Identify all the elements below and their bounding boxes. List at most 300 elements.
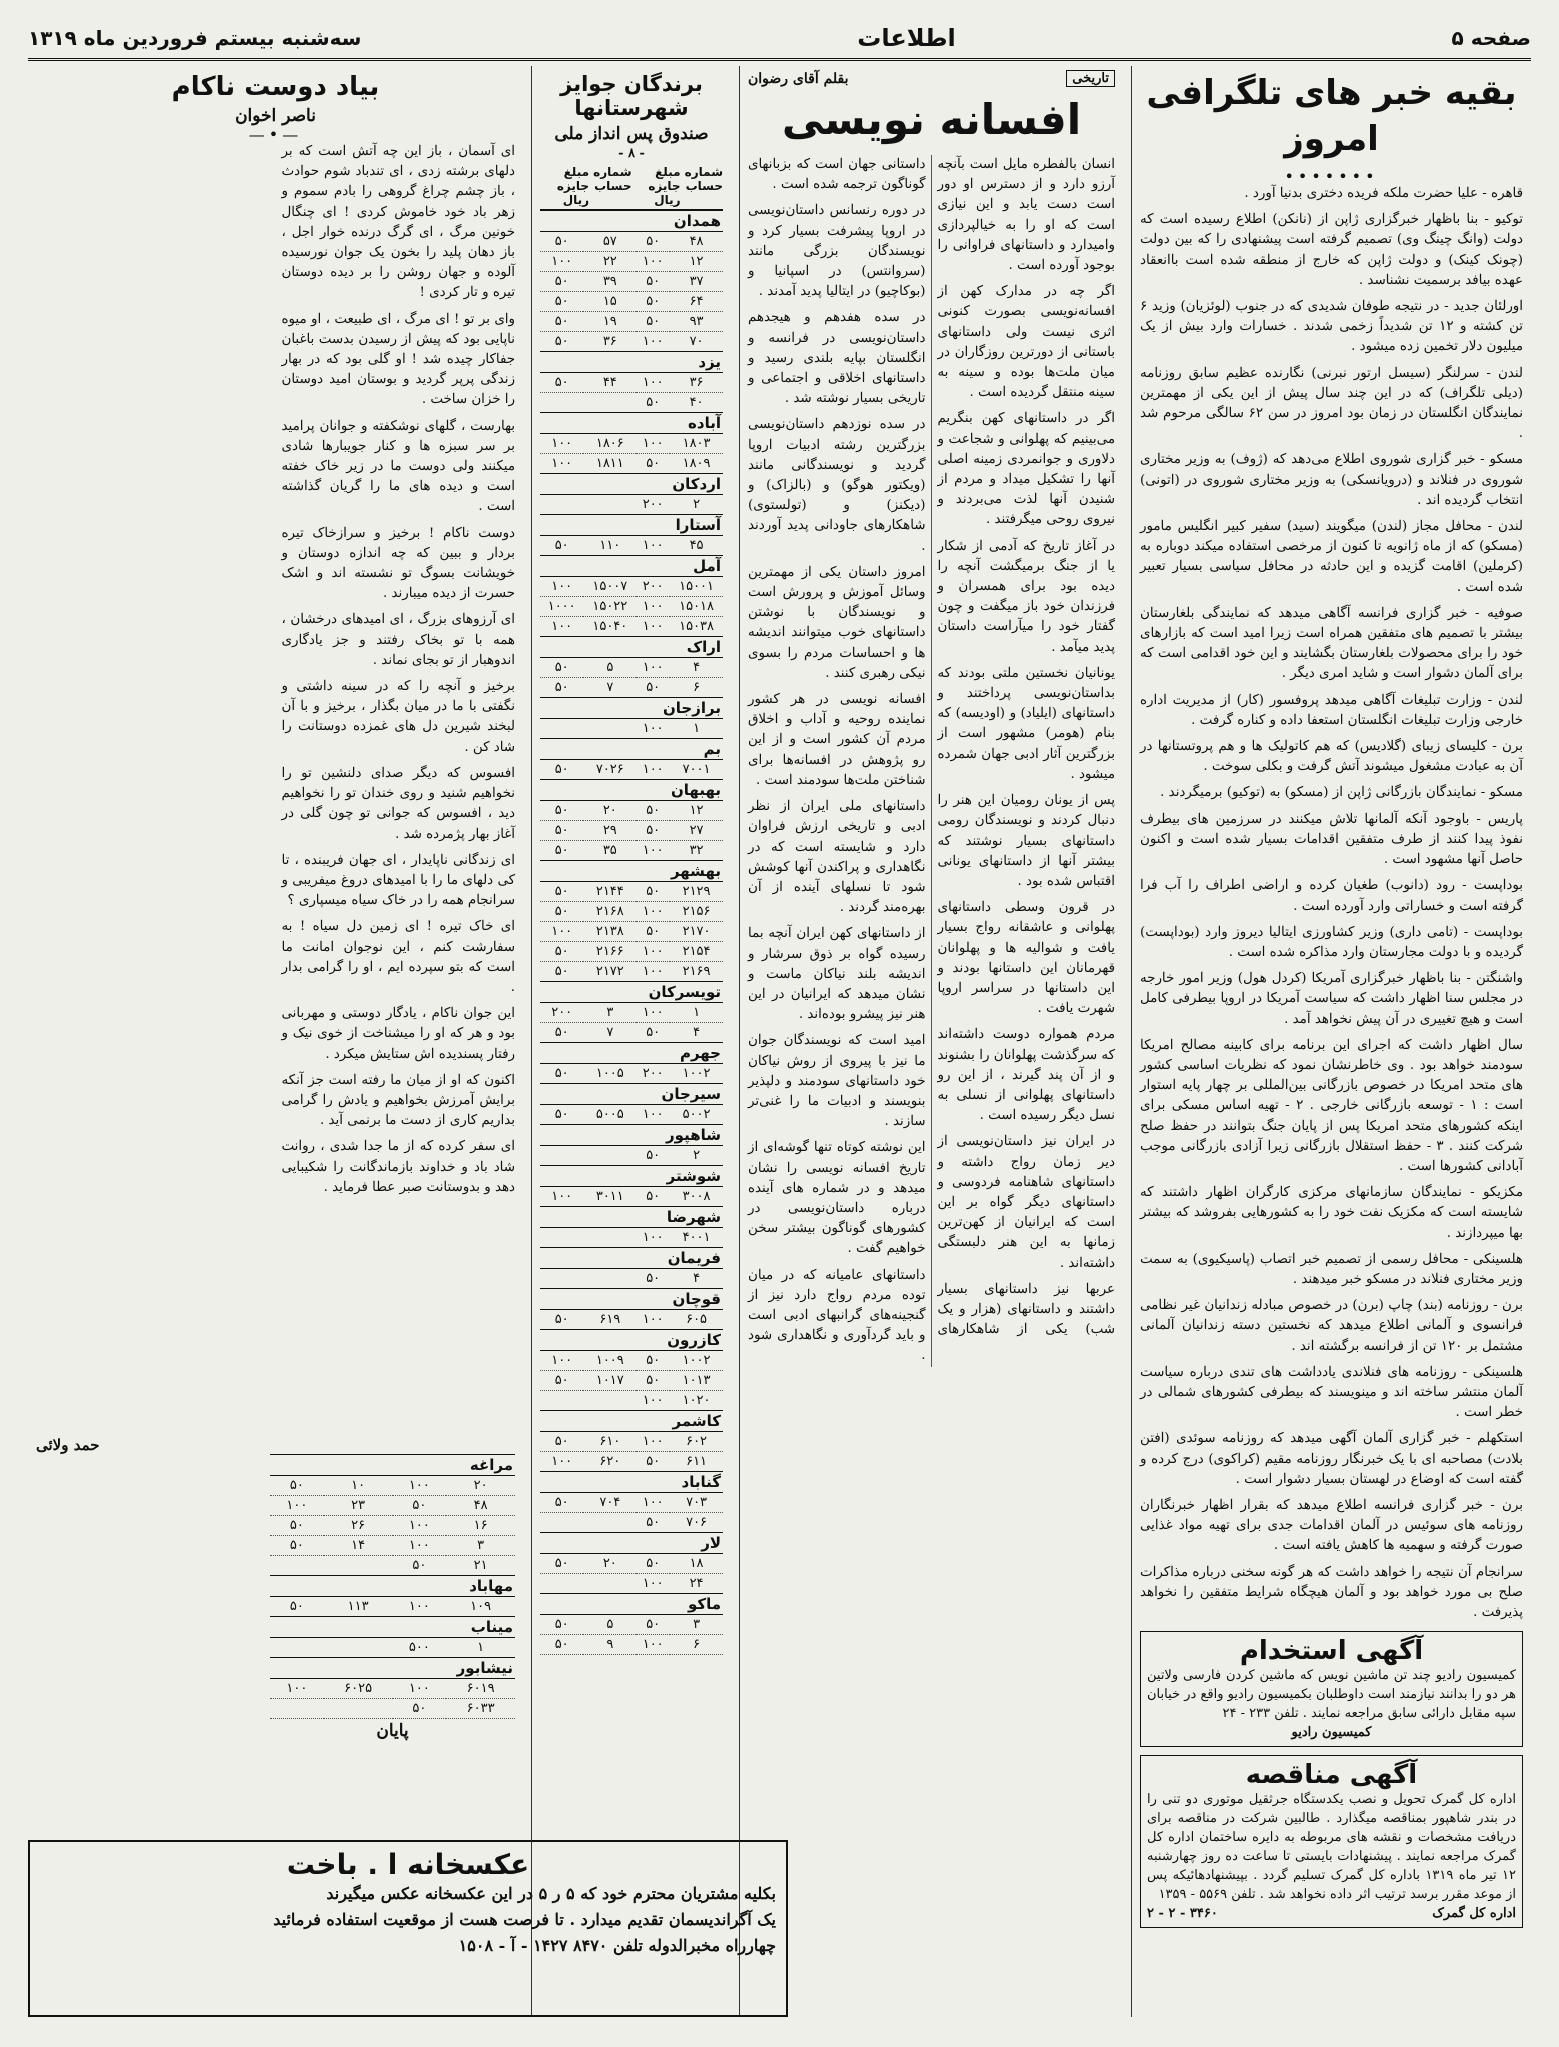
table-cell: ۲۴ (670, 1574, 723, 1594)
telegraph-title: بقیه خبر های تلگرافی امروز (1146, 73, 1517, 159)
table-cell: ۱۰۰ (636, 252, 670, 272)
table-cell: ۵۰ (636, 292, 670, 312)
table-row (540, 821, 723, 841)
photo-ad-line-3: چهارراه مخبرالدوله تلفن ۸۴۷۰ ۱۴۲۷ - آ - ۱۵۰۸ (458, 1936, 776, 1955)
city-name: قوچان (540, 1289, 723, 1310)
table-cell: ۱۹ (583, 312, 636, 332)
table-cell: ۵۰ (636, 1452, 670, 1472)
table-row (540, 760, 723, 780)
table-row (540, 597, 723, 617)
table-cell (540, 1228, 583, 1248)
table-cell: ۵۰ (540, 292, 583, 312)
paragraph: پس از یونان رومیان این هنر را دنبال کردند و نویسندگان رومی داستانهای بسیار نوشتند که بیشتر آنها از داستانهای یونانی اقتباس شده بود . (937, 793, 1115, 889)
table-cell: ۵۰ (636, 1371, 670, 1391)
novel-tag: تاریخی (1066, 70, 1115, 87)
table-row (540, 312, 723, 332)
table-row (540, 577, 723, 597)
lottery-title: برندگان جوایز شهرستانها (560, 72, 703, 120)
table-cell: ۴ (670, 1023, 723, 1043)
paragraph: در دوره رنسانس داستان‌نویسی در اروپا پیشرفت بسیار کرد و نویسندگان بزرگی مانند (سروانتس) در اسپانیا و (بوکاچیو) در ایتالیا پدید آمدند . (748, 203, 926, 300)
table-cell: ۷۰۶ (670, 1513, 723, 1533)
telegraph-column (1131, 66, 1531, 2017)
table-cell: ۷ (583, 1023, 636, 1043)
table-cell: ۵۰ (540, 1105, 583, 1125)
paragraph: برخیز و آنچه را که در سینه داشتی و نگفتی با ما در میان بگذار ، برخیز و با آن لبخند شیرین دل های غمزده دوستانت را شاد کن . (281, 679, 515, 755)
city-name: بهشهر (540, 861, 723, 882)
table-cell (324, 1638, 393, 1658)
table-cell: ۱۰۰ (636, 902, 670, 922)
paragraph: در سده نوزدهم داستان‌نویسی بزرگترین رشته ادبیات اروپا گردید و نویسندگانی مانند (ویکتور هوگو) و (بالزاک) و (دیکنز) و (تولستوی) شاهکارهای جاودانی پدید آوردند . (748, 417, 926, 554)
table-cell: ۱۰۱۳ (670, 1371, 723, 1391)
table-cell (324, 1556, 393, 1576)
employment-ad (1140, 1631, 1523, 1747)
table-row (540, 801, 723, 821)
table-cell: ۷۰۴ (583, 1493, 636, 1513)
lottery-table-continued (270, 1454, 515, 1719)
paragraph: هلسینکی - روزنامه های فنلاندی یادداشت های تندی درباره سیاست آلمان منتشر ساخته اند و مینویسند که بیطرفی کشورهای شمالی در خطر است . (1140, 1364, 1523, 1421)
table-cell: ۴۵ (670, 536, 723, 556)
table-cell: ۵۰ (636, 272, 670, 292)
paragraph: مسکو - خبر گزاری شوروی اطلاع می‌دهد که (ژوف) به وزیر مختاری شوروی در فنلاند و (درویانسکی) به وزیر مختاری شوروی در (اتونی) انتخاب گردیده اند . (1140, 452, 1523, 508)
table-row (540, 1105, 723, 1125)
paragraph: ای خاک تیره ! ای زمین دل سیاه ! به سفارشت کنم ، این نوجوان امانت ما است که بتو سپرده ایم ، او را گرامی بدار . (281, 919, 515, 995)
table-cell: ۵۰ (636, 882, 670, 902)
table-cell: ۵۰ (540, 1432, 583, 1452)
table-cell: ۱۰۰ (540, 434, 583, 454)
table-cell: ۱ (670, 719, 723, 739)
table-cell: ۳۶ (670, 373, 723, 393)
paragraph: صوفیه - خبر گزاری فرانسه آگاهی میدهد که نمایندگی بلغارستان بیشتر با تصمیم های متفقین همراه است زیرا امید است که بازارهای خود را برای محصولات بلغارستان بگشایند و این خود اقدامی است که برای آلمان دشوار است و شاید امری دیگر . (1140, 605, 1523, 682)
city-name: فریمان (540, 1248, 723, 1269)
paragraph: از داستانهای کهن ایران آنچه بما رسیده گواه بر ذوق سرشار و اندیشه بلند نیاکان ماست و نشان میدهد که ایرانیان در این هنر نیز پیشرو بوده‌اند . (748, 926, 926, 1023)
table-cell: ۱۵ (583, 292, 636, 312)
tender-ad (1140, 1755, 1523, 1928)
table-row (270, 1597, 515, 1617)
photo-ad-title: عکسخانه ا . باخت (286, 1848, 530, 1881)
paragraph: برن - کلیسای زیبای (گلادیس) که هم کاتولیک ها و هم پروتستانها در آن به عبادت مشغول میشوند آتش گرفت و بکلی سوخت . (1140, 739, 1523, 775)
table-row (540, 373, 723, 393)
poem-author: ناصر اخوان (235, 106, 316, 126)
table-cell: ۲۹ (583, 821, 636, 841)
table-cell: ۱۰۰ (540, 1351, 583, 1371)
table-row (540, 1351, 723, 1371)
table-row (540, 536, 723, 556)
table-cell: ۱۴ (324, 1536, 393, 1556)
table-row (540, 252, 723, 272)
lottery-column-headers (540, 163, 723, 210)
table-cell: ۱۰۰ (636, 942, 670, 962)
table-cell: ۵۰ (393, 1496, 447, 1516)
city-name: گناباد (540, 1472, 723, 1493)
table-cell: ۳ (446, 1536, 515, 1556)
paragraph: ای آرزوهای بزرگ ، ای امیدهای درخشان ، همه با تو بخاک رفتند و جز یادگاری اندوهبار از تو بجای نماند . (281, 612, 515, 668)
table-row (540, 232, 723, 252)
table-cell: ۵۰ (636, 232, 670, 252)
table-cell: ۵۰ (540, 1635, 583, 1655)
table-cell: ۵۰ (636, 678, 670, 698)
table-row (540, 1554, 723, 1574)
table-cell: ۱۰۰ (636, 1228, 670, 1248)
city-name: یزد (540, 352, 723, 373)
poem-ornament: —•— (248, 125, 303, 144)
paragraph: در ایران نیز داستان‌نویسی از دیر زمان رواج داشته و داستانهای شاهنامه فردوسی و داستانهای دیگر گواه بر این است که ایرانیان از کهن‌ترین زمانها به این هنر دلبستگی داشته‌اند . (937, 1134, 1115, 1271)
table-row (540, 1391, 723, 1411)
table-cell: ۵۰ (636, 312, 670, 332)
paragraph: مردم همواره دوست داشته‌اند که سرگذشت پهلوانان را بشنوند و از آن پند گیرند ، از این رو داستانهای پهلوانی از نسلی به نسل دیگر رسیده است . (937, 1027, 1115, 1124)
table-cell: ۱۱۰ (583, 536, 636, 556)
paragraph: پاریس - باوجود آنکه آلمانها تلاش میکنند در سرزمین های بیطرف نفوذ پیدا کنند از طرف متفقین اقدامات بسیار شده است و اکنون حاصل آنها مشهود است . (1140, 811, 1523, 868)
table-cell: ۱۵۰۴۰ (583, 617, 636, 637)
table-cell: ۵۰ (636, 1269, 670, 1289)
table-cell: ۱ (670, 1003, 723, 1023)
table-cell: ۵۰ (636, 1187, 670, 1207)
table-cell: ۱۲ (670, 252, 723, 272)
table-row (540, 272, 723, 292)
table-cell: ۲ (670, 1146, 723, 1166)
table-cell (540, 1513, 583, 1533)
table-row (540, 393, 723, 413)
table-cell: ۳۰۰۸ (670, 1187, 723, 1207)
table-row (540, 1269, 723, 1289)
table-cell: ۱۸۰۳ (670, 434, 723, 454)
table-cell: ۱۱۳ (324, 1597, 393, 1617)
paragraph: عربها نیز داستانهای بسیار داشتند و داستانهای (هزار و یک شب) یکی از شاهکارهای داستانی جهان است که بزبانهای گوناگون ترجمه شده است . (748, 157, 1115, 1338)
table-cell: ۵۰ (540, 272, 583, 292)
table-cell: ۵۰ (540, 962, 583, 982)
table-cell: ۴۸ (670, 232, 723, 252)
table-row (270, 1496, 515, 1516)
table-cell: ۱۰۰ (636, 1635, 670, 1655)
paragraph: یونانیان نخستین ملتی بودند که بداستان‌نویسی پرداختند و داستانهای (ایلیاد) و (اودیسه) که بنام (هومر) مشهور است از بزرگترین آثار ادبی جهان شمرده میشود . (937, 665, 1115, 782)
table-cell: ۲۱۴۴ (583, 882, 636, 902)
table-cell: ۷۰۰۱ (670, 760, 723, 780)
col-head-2: مبلغ جایزه‌ ریال (648, 165, 681, 207)
table-cell: ۶۰۵ (670, 1310, 723, 1330)
table-cell: ۴۰ (670, 393, 723, 413)
table-row (540, 882, 723, 902)
photo-ad-line-2: یک آگراندیسمان تقدیم میدارد . تا فرصت هست از موقعیت استفاده فرمائید (273, 1910, 776, 1929)
table-cell: ۲۰۰ (636, 577, 670, 597)
table-cell: ۱۸ (670, 1554, 723, 1574)
table-row (540, 1064, 723, 1084)
table-cell: ۶۲۰ (583, 1452, 636, 1472)
table-cell: ۱۰۰۵ (583, 1064, 636, 1084)
table-cell: ۱۰۰ (636, 1574, 670, 1594)
poem-column (28, 66, 523, 2017)
table-row (540, 962, 723, 982)
table-cell: ۱۲ (670, 801, 723, 821)
city-name: شهرضا (540, 1207, 723, 1228)
table-cell: ۱۰۰ (540, 577, 583, 597)
table-cell: ۱۰۱۷ (583, 1371, 636, 1391)
paragraph: لندن - محافل مجاز (لندن) میگویند (سید) سفیر کبیر انگلیس مامور (مسکو) که از ماه ژانویه تا کنون از مرخصی استفاده میکند دوباره به (کرملین) اقامت گزیده و این حادثه در محافل سیاسی بسیار تعبیر شده است . (1140, 519, 1523, 595)
table-cell: ۲۰ (583, 1554, 636, 1574)
table-cell (583, 1391, 636, 1411)
novel-column (739, 66, 1123, 2017)
table-cell: ۵۰ (540, 841, 583, 861)
table-cell (324, 1699, 393, 1719)
paragraph: بوداپست - رود (دانوب) طغیان کرده و اراضی اطراف را آب فرا گرفته است و خساراتی وارد آورده است . (1140, 878, 1523, 914)
table-cell: ۵۰ (540, 373, 583, 393)
employment-ad-body: کمیسیون رادیو چند تن ماشین نویس که ماشین کردن فارسی ولاتین هر دو را بدانند نیازمند است داوطلبان بکمیسیون رادیو واقع در خیابان سپه مقابل دارائی سابق مراجعه نمایند . تلفن ۲۳۳ - ۲۴ (1147, 1668, 1516, 1722)
table-row (540, 434, 723, 454)
city-name: اردکان (540, 474, 723, 495)
table-cell: ۵۰ (540, 658, 583, 678)
table-cell: ۱۰۰۰ (540, 597, 583, 617)
table-cell: ۲۰۰ (540, 1003, 583, 1023)
table-cell (583, 1513, 636, 1533)
table-row (540, 1452, 723, 1472)
lottery-end: پایان (376, 1721, 409, 1741)
city-name: آمل (540, 556, 723, 577)
table-cell: ۱۰۰ (270, 1679, 324, 1699)
table-cell: ۲۰ (446, 1476, 515, 1496)
table-cell: ۵۰ (540, 232, 583, 252)
table-row (540, 902, 723, 922)
city-name: برازجان (540, 698, 723, 719)
city-name: کازرون (540, 1330, 723, 1351)
table-row (540, 1371, 723, 1391)
city-name: جهرم (540, 1043, 723, 1064)
table-cell: ۱۰۰ (636, 1493, 670, 1513)
table-cell: ۲۰۰ (636, 495, 670, 515)
city-name: کاشمر (540, 1411, 723, 1432)
table-cell: ۱۸۰۶ (583, 434, 636, 454)
paragraph: افسانه نویسی در هر کشور نماینده روحیه و آداب و اخلاق مردم آن کشور است و از این رو پژوهش در افسانه‌ها برای شناختن ملت‌ها سودمند است . (748, 692, 926, 788)
table-cell: ۶۰۲ (670, 1432, 723, 1452)
table-cell: ۹ (583, 1635, 636, 1655)
table-cell: ۳۵ (583, 841, 636, 861)
paragraph: مسکو - نمایندگان بازرگانی ژاپن از (مسکو) به (توکیو) برمیگردند . (1160, 785, 1523, 801)
paragraph: در سده هفدهم و هیجدهم داستان‌نویسی در فرانسه و انگلستان بپایه بلندی رسید و داستانهای اخلاقی و اجتماعی و تاریخی بسیار نوشته شد . (748, 310, 926, 407)
page-header (28, 18, 1531, 61)
table-cell: ۵۰ (636, 1023, 670, 1043)
photo-studio-ad (28, 1840, 788, 2017)
table-row (540, 1023, 723, 1043)
table-cell: ۵۰ (393, 1699, 447, 1719)
table-cell: ۵۰ (636, 801, 670, 821)
city-name: مهاباد (270, 1576, 515, 1597)
table-row (540, 454, 723, 474)
table-row (540, 1615, 723, 1635)
table-cell: ۶۰۲۵ (324, 1679, 393, 1699)
table-cell: ۱۵۰۰۷ (583, 577, 636, 597)
table-cell: ۱۰۰ (540, 1452, 583, 1472)
table-cell: ۵۰ (540, 942, 583, 962)
paragraph: انسان بالفطره مایل است بآنچه آرزو دارد و از دسترس او دور است دست یابد و این نیازی است که او را به خیالپردازی وامیدارد و داستانهای فراوانی را بوجود آورده است . (937, 157, 1115, 274)
table-cell: ۱۰۰۲ (670, 1351, 723, 1371)
paragraph: داستانهای عامیانه که در میان توده مردم رواج دارد نیز از گنجینه‌های گرانبهای ادبی است و باید گردآوری و نگاهداری شود . (748, 1267, 926, 1364)
table-cell: ۵۰ (393, 1556, 447, 1576)
table-cell: ۴ (670, 658, 723, 678)
table-cell: ۵۰ (636, 1554, 670, 1574)
table-cell: ۵۰ (270, 1516, 324, 1536)
table-cell: ۲۱۲۹ (670, 882, 723, 902)
table-row (540, 1432, 723, 1452)
table-cell: ۲۱۵۴ (670, 942, 723, 962)
table-cell: ۵۰ (540, 332, 583, 352)
table-row (540, 292, 723, 312)
table-cell: ۱۰۰ (636, 1432, 670, 1452)
table-row (270, 1638, 515, 1658)
table-cell: ۵ (583, 658, 636, 678)
table-cell: ۱۰۰ (393, 1516, 447, 1536)
table-cell: ۵۰ (540, 1371, 583, 1391)
table-cell: ۶۰۱۹ (446, 1679, 515, 1699)
paragraph: این جوان ناکام ، یادگار دوستی و مهربانی بود و هر که او را میشناخت از خوی نیک و رفتار پسندیده اش ستایش میکرد . (281, 1006, 515, 1062)
table-cell: ۴ (670, 1269, 723, 1289)
paragraph: وای بر تو ! ای مرگ ، ای طبیعت ، او میوه ناپایی بود که پیش از رسیدن بدست باغبان جفاکار چیده شد ! او گلی بود که در بهار زندگی پرپر گردید و بوستان امید دوستان را خزان ساخت . (281, 311, 515, 408)
paragraph: بهارست ، گلهای نوشکفته و جوانان پرامید بر سر سبزه ها و کنار جویبارها شادی میکنند ولی دوست ما در زیر خاک خفته است و دیده های ما را گریان گذاشته است . (281, 418, 515, 515)
table-cell (583, 1574, 636, 1594)
table-cell: ۱۰۰۹ (583, 1351, 636, 1371)
lottery-number: - ۸ - (618, 146, 645, 161)
table-row (540, 678, 723, 698)
table-cell: ۶۱۰ (583, 1432, 636, 1452)
table-cell: ۱۵۰۲۲ (583, 597, 636, 617)
table-cell (540, 495, 583, 515)
city-name: مراغه (270, 1455, 515, 1476)
table-cell (270, 1556, 324, 1576)
table-cell: ۲۱۷۰ (670, 922, 723, 942)
table-cell: ۵۰ (540, 1615, 583, 1635)
table-cell: ۵۰۰۵ (583, 1105, 636, 1125)
table-cell: ۶ (670, 1635, 723, 1655)
table-row (270, 1699, 515, 1719)
table-cell: ۱۰۰ (636, 373, 670, 393)
table-row (540, 332, 723, 352)
paragraph: سرانجام آن نتیجه را خواهد داشت که هر گونه سخنی درباره مذاکرات صلح بی مورد خواهد بود و آلمان هیچگاه شرایط متفقین را نخواهد پذیرفت . (1140, 1564, 1523, 1620)
table-cell: ۱۰۲۰ (670, 1391, 723, 1411)
col-head-4: مبلغ جایزه ریال (556, 165, 590, 207)
paragraph: قاهره - علیا حضرت ملکه فریده دختری بدنیا آورد . (1244, 186, 1523, 201)
paper-name: اطلاعات (857, 24, 956, 52)
table-cell: ۲۱۵۶ (670, 902, 723, 922)
table-cell (583, 1269, 636, 1289)
table-cell: ۶۱۱ (670, 1452, 723, 1472)
table-cell: ۵۰ (540, 882, 583, 902)
table-cell (540, 1574, 583, 1594)
table-row (270, 1476, 515, 1496)
table-cell: ۳۷ (670, 272, 723, 292)
table-cell: ۱۰۰ (540, 1187, 583, 1207)
table-cell (583, 393, 636, 413)
paragraph: ای سفر کرده که از ما جدا شدی ، روانت شاد باد و خداوند بازماندگانت را شکیبایی دهد و بدوستانت صبر عطا فرماید . (281, 1139, 515, 1195)
table-cell: ۲۱۶۸ (583, 902, 636, 922)
city-name: تویسرکان (540, 982, 723, 1003)
novel-byline: بقلم آقای رضوان (748, 70, 849, 87)
table-cell: ۷ (583, 678, 636, 698)
table-row (270, 1679, 515, 1699)
city-name: شوشتر (540, 1166, 723, 1187)
table-cell: ۱ (446, 1638, 515, 1658)
table-cell (583, 495, 636, 515)
table-row (270, 1516, 515, 1536)
table-cell: ۱۵۰۰۱ (670, 577, 723, 597)
table-cell: ۱۰۰ (393, 1536, 447, 1556)
table-cell: ۲۱۶۶ (583, 942, 636, 962)
paragraph: اکنون که او از میان ما رفته است جز آنکه برایش آمرزش بخواهیم و یادش را گرامی بداریم کاری از دست ما برنمی آید . (281, 1072, 515, 1129)
table-cell: ۱۰۰ (636, 536, 670, 556)
table-cell: ۵ (583, 1615, 636, 1635)
table-row (270, 1536, 515, 1556)
table-cell: ۱۰۰ (636, 719, 670, 739)
tender-ad-code: ۳۴۶۰ - ۲ - ۲ (1147, 1906, 1218, 1922)
table-row (540, 1187, 723, 1207)
table-cell: ۹۳ (670, 312, 723, 332)
table-cell: ۵۰ (540, 536, 583, 556)
table-cell: ۶۰۳۳ (446, 1699, 515, 1719)
paragraph: ای زندگانی ناپایدار ، ای جهان فریبنده ، تا کی دلهای ما را با امیدهای دروغ میفریبی و سرانجام همه را در خاک سیاه میسپاری ؟ (281, 852, 515, 909)
table-cell: ۲۳ (324, 1496, 393, 1516)
page-number: صفحه ۵ (1451, 26, 1531, 50)
table-cell: ۵۰ (540, 678, 583, 698)
poem-title: بیاد دوست ناکام (171, 72, 380, 102)
table-cell: ۳۶ (583, 332, 636, 352)
table-cell: ۱۰۰ (636, 841, 670, 861)
table-cell: ۴۰۰۱ (670, 1228, 723, 1248)
telegraph-paragraphs (1140, 184, 1523, 1623)
city-name: نیشابور (270, 1658, 515, 1679)
table-row (270, 1556, 515, 1576)
table-cell: ۱۰۰ (636, 597, 670, 617)
col-head-3: شماره حساب (593, 165, 632, 193)
table-cell: ۵۰ (636, 393, 670, 413)
paragraph: استکهلم - خبر گزاری آلمان آگهی میدهد که روزنامه سوئدی (افتن بلادت) مصاحبه ای با یک خبرنگار روزنامه مقیم (کراکوی) درج کرده و گفته است که اوضاع در لهستان بسیار دشوار است . (1140, 1431, 1523, 1487)
table-row (540, 719, 723, 739)
city-name: ماکو (540, 1594, 723, 1615)
table-cell: ۱۰۰ (636, 658, 670, 678)
paragraph: توکیو - بنا باظهار خبرگزاری ژاپن از (نانکن) اطلاع رسیده است که دولت (وانگ چینگ وی) تصمیم گرفته است پیشنهادی را که بین دولت (چونک کینک) و دولت ژاپن که خارج از منطقه شده است باانعقاد عهده بیافد برسمیت نشناسد . (1140, 212, 1523, 288)
table-cell (583, 1146, 636, 1166)
table-row (540, 1146, 723, 1166)
table-cell: ۱۶ (446, 1516, 515, 1536)
table-cell: ۱۰۰ (270, 1496, 324, 1516)
table-cell: ۲۱۷۲ (583, 962, 636, 982)
table-cell: ۵۰ (270, 1597, 324, 1617)
table-row (540, 942, 723, 962)
poem-paragraphs (36, 142, 515, 1432)
city-name: شاهپور (540, 1125, 723, 1146)
table-cell: ۷۰ (670, 332, 723, 352)
table-cell: ۲۲ (583, 252, 636, 272)
city-name: میناب (270, 1617, 515, 1638)
table-cell: ۱۰۰ (540, 617, 583, 637)
paragraph: اورلئان جدید - در نتیجه طوفان شدیدی که در جنوب (لوئزیان) وزید ۶ تن کشته و ۱۲ تن شدیداً زخمی شدند . خسارات وارد بیش از یک میلیون دلار تخمین زده میشود . (1140, 299, 1523, 355)
table-cell (583, 1228, 636, 1248)
paragraph: در قرون وسطی داستانهای پهلوانی و عاشقانه رواج بسیار یافت و شوالیه ها و پهلوانان قهرمانان این داستانها بودند و این داستانها در سراسر اروپا شهرت یافت . (937, 900, 1115, 1017)
table-cell: ۴۸ (446, 1496, 515, 1516)
table-cell: ۱۰۰ (636, 617, 670, 637)
paragraph: لندن - وزارت تبلیغات آگاهی میدهد پروفسور (کار) از مدیریت اداره خارجی وزارت تبلیغات انگلستان استعفا داده و کناره گرفت . (1140, 692, 1523, 728)
paragraph: دوست ناکام ! برخیز و سرازخاک تیره بردار و ببین که چه اندازه دوستان و خویشانت بسوگ تو نشسته اند و اشک حسرت از دیده میبارند . (281, 525, 515, 602)
table-cell: ۷۰۳ (670, 1493, 723, 1513)
lottery-table (540, 210, 723, 1655)
table-cell: ۵۰ (636, 1146, 670, 1166)
table-row (540, 1574, 723, 1594)
table-row (540, 658, 723, 678)
title-ornament: ••••••• (1284, 167, 1379, 186)
table-cell (270, 1638, 324, 1658)
table-cell (583, 719, 636, 739)
table-cell: ۵۰ (636, 1513, 670, 1533)
lottery-column (531, 66, 731, 2017)
table-cell: ۵۰ (270, 1476, 324, 1496)
table-cell: ۱۰۰۲ (670, 1064, 723, 1084)
table-cell: ۱۰۰ (636, 1391, 670, 1411)
table-row (540, 1513, 723, 1533)
table-cell: ۵۰ (540, 312, 583, 332)
